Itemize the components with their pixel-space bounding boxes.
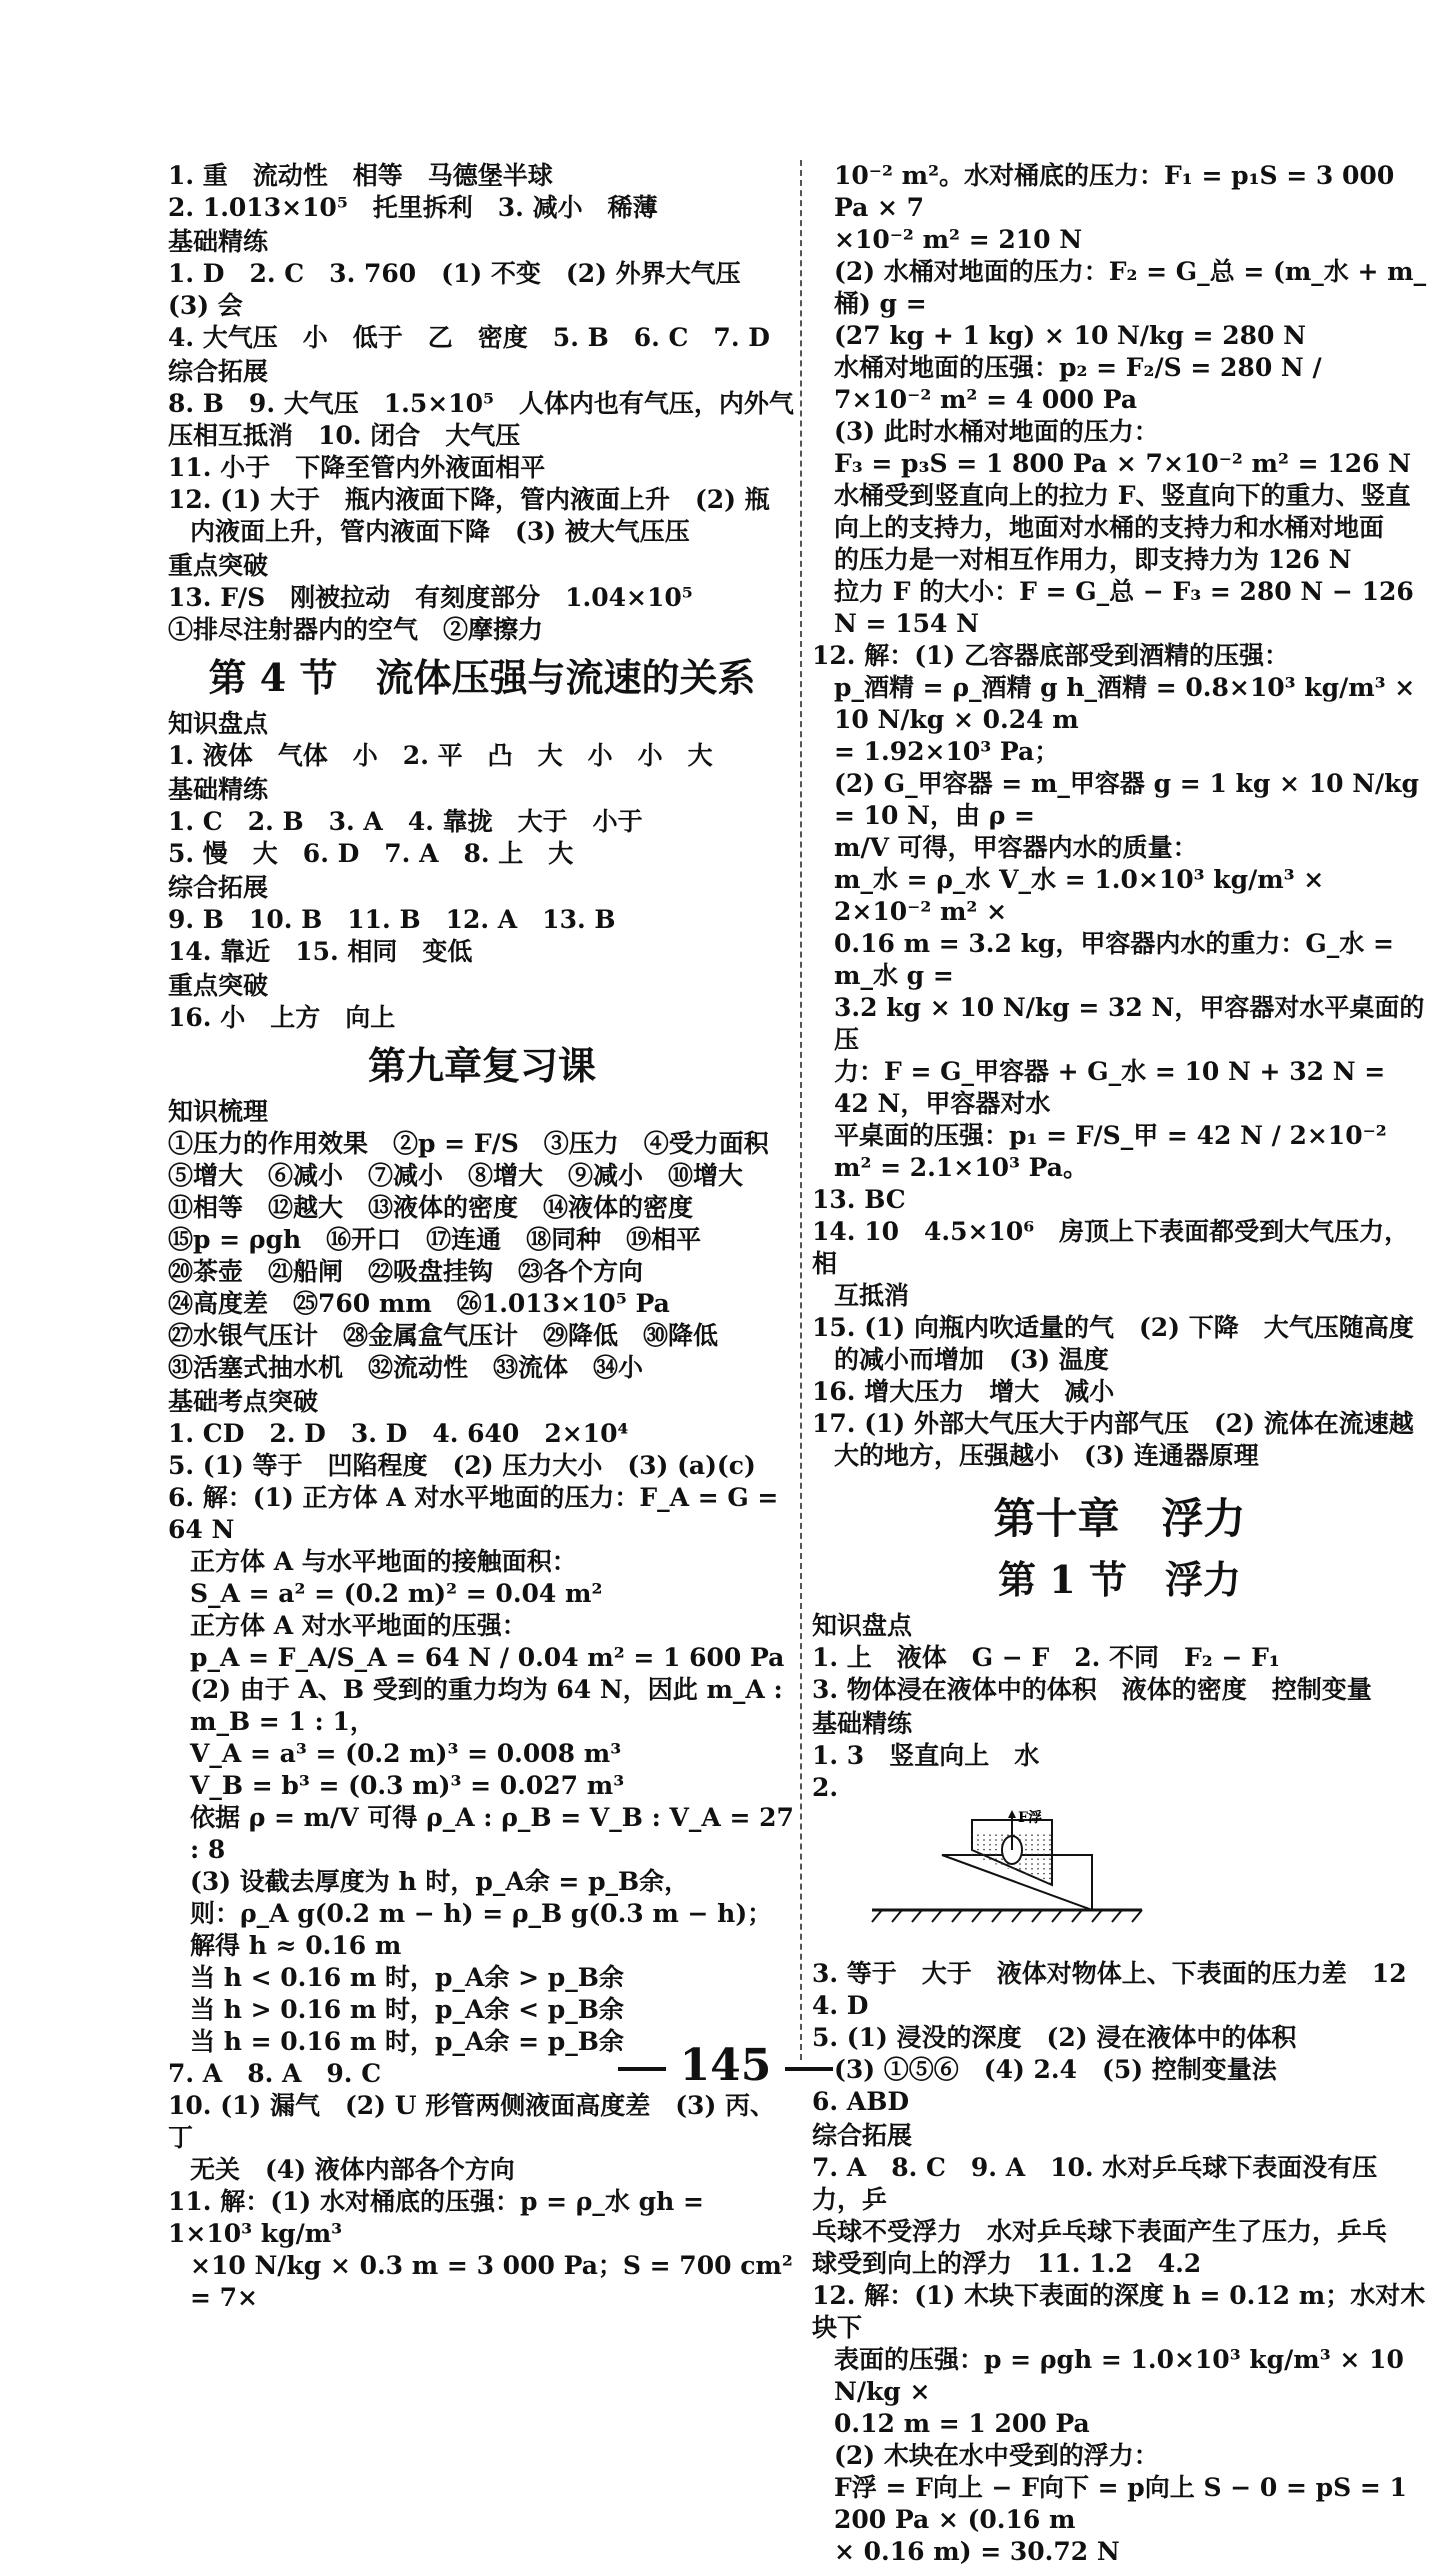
page-number — [0, 2040, 1451, 2091]
answer-line: 的减小而增加 (3) 温度 — [834, 1345, 1109, 1374]
section-subheading: 重点突破 — [168, 971, 269, 1000]
answer-line: 1. 上 液体 G − F 2. 不同 F₂ − F₁ — [812, 1643, 1280, 1672]
page-number-dash-right — [785, 2067, 833, 2071]
answer-line: S_A = a² = (0.2 m)² = 0.04 m² — [190, 1579, 603, 1608]
answer-line: V_A = a³ = (0.2 m)³ = 0.008 m³ — [190, 1739, 622, 1768]
column-divider — [800, 160, 805, 2060]
answer-line: 则：ρ_A g(0.2 m − h) = ρ_B g(0.3 m − h)；解得 h ≈ 0.16 m — [190, 1899, 773, 1960]
answer-line: (3) 设截去厚度为 h 时，p_A余 = p_B余， — [190, 1867, 690, 1896]
page-number-value: 145 — [679, 2040, 772, 2091]
answer-line: (2) 水桶对地面的压力：F₂ = G_总 = (m_水 + m_桶) g = — [834, 257, 1427, 318]
answer-line: ⑮p = ρgh ⑯开口 ⑰连通 ⑱同种 ⑲相平 — [168, 1225, 702, 1254]
answer-line: ㉗水银气压计 ㉘金属盒气压计 ㉙降低 ㉚降低 — [168, 1321, 719, 1350]
answer-line: ×10 N/kg × 0.3 m = 3 000 Pa；S = 700 cm² = 7× — [190, 2251, 802, 2312]
answer-line: m_水 = ρ_水 V_水 = 1.0×10³ kg/m³ × 2×10⁻² m² × — [834, 865, 1333, 926]
answer-line: 向上的支持力，地面对水桶的支持力和水桶对地面 — [834, 513, 1385, 542]
section-subheading: 知识盘点 — [168, 709, 269, 738]
answer-line: 5. 慢 大 6. D 7. A 8. 上 大 — [168, 839, 574, 868]
answer-line: p_酒精 = ρ_酒精 g h_酒精 = 0.8×10³ kg/m³ × 10 N/kg × 0.24 m — [834, 673, 1424, 734]
chapter-title: 第十章 浮力 — [993, 1494, 1246, 1543]
answer-line: 平桌面的压强：p₁ = F/S_甲 = 42 N / 2×10⁻² m² = 2.1×10³ Pa。 — [834, 1121, 1396, 1182]
answer-line: 当 h > 0.16 m 时，p_A余 < p_B余 — [190, 1995, 624, 2024]
answer-line: 13. F/S 刚被拉动 有刻度部分 1.04×10⁵ — [168, 583, 693, 612]
answer-line: 4. D — [812, 1991, 869, 2020]
answer-line: (27 kg + 1 kg) × 10 N/kg = 280 N — [834, 321, 1306, 350]
answer-line: ㉛活塞式抽水机 ㉜流动性 ㉝流体 ㉞小 — [168, 1353, 644, 1382]
answer-line: 1. 重 流动性 相等 马德堡半球 — [168, 161, 553, 190]
answer-line: 6. 解：(1) 正方体 A 对水平地面的压力：F_A = G = 64 N — [168, 1483, 788, 1544]
answer-line: ⑪相等 ⑫越大 ⑬液体的密度 ⑭液体的密度 — [168, 1193, 694, 1222]
answer-line: (2) 由于 A、B 受到的重力均为 64 N，因此 m_A : m_B = 1 : 1， — [190, 1675, 792, 1736]
section-subheading: 综合拓展 — [168, 873, 269, 902]
answer-line: 2. 1.013×10⁵ 托里拆利 3. 减小 稀薄 — [168, 193, 658, 222]
answer-line: m/V 可得，甲容器内水的质量： — [834, 833, 1198, 862]
answer-line: 14. 靠近 15. 相同 变低 — [168, 937, 473, 966]
answer-line: F浮 = F向上 − F向下 = p向上 S − 0 = pS = 1 200 Pa × (0.16 m — [834, 2473, 1416, 2534]
answer-line: ①压力的作用效果 ②p = F/S ③压力 ④受力面积 — [168, 1129, 769, 1158]
answer-line: 10⁻² m²。水对桶底的压力：F₁ = p₁S = 3 000 Pa × 7 — [834, 161, 1403, 222]
answer-line: 15. (1) 向瓶内吹适量的气 (2) 下降 大气压随高度 — [812, 1313, 1414, 1342]
answer-line: 3. 物体浸在液体中的体积 液体的密度 控制变量 — [812, 1675, 1372, 1704]
answer-line: 12. 解：(1) 木块下表面的深度 h = 0.12 m；水对木块下 — [812, 2281, 1426, 2342]
answer-line: (2) 木块在水中受到的浮力： — [834, 2441, 1159, 2470]
answer-line: 球受到向上的浮力 11. 1.2 4.2 — [812, 2249, 1202, 2278]
section-subheading: 基础精练 — [168, 775, 269, 804]
answer-line: 6. ABD — [812, 2087, 910, 2116]
page-number-dash-left — [618, 2067, 666, 2071]
answer-line: 1. CD 2. D 3. D 4. 640 2×10⁴ — [168, 1419, 629, 1448]
answer-line: ⑳茶壶 ㉑船闸 ㉒吸盘挂钩 ㉓各个方向 — [168, 1257, 644, 1286]
answer-line: 的压力是一对相互作用力，即支持力为 126 N — [834, 545, 1352, 574]
section-subheading: 知识盘点 — [812, 1611, 913, 1640]
section-subheading: 知识梳理 — [168, 1097, 269, 1126]
answer-line: 1. D 2. C 3. 760 (1) 不变 (2) 外界大气压 (3) 会 — [168, 259, 766, 320]
section-title: 第 1 节 浮力 — [998, 1557, 1241, 1602]
answer-line: ㉔高度差 ㉕760 mm ㉖1.013×10⁵ Pa — [168, 1289, 670, 1318]
answer-line: 1. C 2. B 3. A 4. 靠拢 大于 小于 — [168, 807, 643, 836]
answer-line: 2. — [812, 1773, 839, 1802]
answer-line: 11. 小于 下降至管内外液面相平 — [168, 453, 546, 482]
incline-container-figure — [862, 1810, 1222, 1950]
answer-line: 16. 增大压力 增大 减小 — [812, 1377, 1115, 1406]
section-subheading: 基础精练 — [812, 1709, 913, 1738]
answer-line: 依据 ρ = m/V 可得 ρ_A : ρ_B = V_B : V_A = 27 : 8 — [190, 1803, 803, 1864]
answer-line: 0.12 m = 1 200 Pa — [834, 2409, 1090, 2438]
answer-line: 14. 10 4.5×10⁶ 房顶上下表面都受到大气压力，相 — [812, 1217, 1410, 1278]
answer-line: 8. B 9. 大气压 1.5×10⁵ 人体内也有气压，内外气 — [168, 389, 794, 418]
right-column — [812, 160, 1427, 2568]
answer-line: 7. A 8. A 9. C — [168, 2059, 382, 2088]
answer-line: 12. 解：(1) 乙容器底部受到酒精的压强： — [812, 641, 1289, 670]
answer-line: (3) ①⑤⑥ (4) 2.4 (5) 控制变量法 — [834, 2055, 1277, 2084]
answer-line: (3) 此时水桶对地面的压力： — [834, 417, 1159, 446]
answer-line: 拉力 F 的大小：F = G_总 − F₃ = 280 N − 126 N = 154 N — [834, 577, 1423, 638]
section-subheading: 综合拓展 — [168, 357, 269, 386]
answer-line: 13. BC — [812, 1185, 906, 1214]
left-column — [168, 160, 803, 2314]
answer-line: 正方体 A 对水平地面的压强： — [190, 1611, 527, 1640]
answer-line: ⑤增大 ⑥减小 ⑦减小 ⑧增大 ⑨减小 ⑩增大 — [168, 1161, 744, 1190]
section-title: 第九章复习课 — [367, 1043, 596, 1088]
answer-line: 内液面上升，管内液面下降 (3) 被大气压压 — [190, 517, 690, 546]
section-subheading: 基础精练 — [168, 227, 269, 256]
answer-line: 3. 等于 大于 液体对物体上、下表面的压力差 12 — [812, 1959, 1407, 1988]
answer-line: F₃ = p₃S = 1 800 Pa × 7×10⁻² m² = 126 N — [834, 449, 1412, 478]
answer-line: 4. 大气压 小 低于 乙 密度 5. B 6. C 7. D — [168, 323, 770, 352]
answer-line: 互抵消 — [834, 1281, 910, 1310]
answer-line: ①排尽注射器内的空气 ②摩擦力 — [168, 615, 544, 644]
answer-line: 乓球不受浮力 水对乒乓球下表面产生了压力，乒乓 — [812, 2217, 1388, 2246]
answer-line: 11. 解：(1) 水对桶底的压强：p = ρ_水 gh = 1×10³ kg/m³ — [168, 2187, 713, 2248]
answer-line: 0.16 m = 3.2 kg，甲容器内水的重力：G_水 = m_水 g = — [834, 929, 1403, 990]
answer-line: 5. (1) 浸没的深度 (2) 浸在液体中的体积 — [812, 2023, 1297, 2052]
answer-line: 10. (1) 漏气 (2) U 形管两侧液面高度差 (3) 丙、丁 — [168, 2091, 775, 2152]
answer-line: 5. (1) 等于 凹陷程度 (2) 压力大小 (3) (a)(c) — [168, 1451, 756, 1480]
answer-line: 压相互抵消 10. 闭合 大气压 — [168, 421, 521, 450]
answer-line: 7. A 8. C 9. A 10. 水对乒乓球下表面没有压力，乒 — [812, 2153, 1378, 2214]
answer-line: 正方体 A 与水平地面的接触面积： — [190, 1547, 577, 1576]
answer-line: 水桶对地面的压强：p₂ = F₂/S = 280 N / 7×10⁻² m² = 4 000 Pa — [834, 353, 1331, 414]
answer-line: 1. 3 竖直向上 水 — [812, 1741, 1040, 1770]
answer-line: 无关 (4) 液体内部各个方向 — [190, 2155, 515, 2184]
answer-line: × 0.16 m) = 30.72 N — [834, 2537, 1120, 2566]
answer-line: V_B = b³ = (0.3 m)³ = 0.027 m³ — [190, 1771, 625, 1800]
section-subheading: 基础考点突破 — [168, 1387, 319, 1416]
section-subheading: 综合拓展 — [812, 2121, 913, 2150]
answer-line: 3.2 kg × 10 N/kg = 32 N，甲容器对水平桌面的压 — [834, 993, 1425, 1054]
answer-line: 表面的压强：p = ρgh = 1.0×10³ kg/m³ × 10 N/kg × — [834, 2345, 1413, 2406]
answer-line: = 1.92×10³ Pa； — [834, 737, 1060, 766]
section-subheading: 重点突破 — [168, 551, 269, 580]
answer-line: 1. 液体 气体 小 2. 平 凸 大 小 小 大 — [168, 741, 713, 770]
answer-line: 9. B 10. B 11. B 12. A 13. B — [168, 905, 616, 934]
answer-line: ×10⁻² m² = 210 N — [834, 225, 1083, 254]
answer-line: 水桶受到竖直向上的拉力 F、竖直向下的重力、竖直 — [834, 481, 1411, 510]
answer-line: 12. (1) 大于 瓶内液面下降，管内液面上升 (2) 瓶 — [168, 485, 770, 514]
answer-line: (2) G_甲容器 = m_甲容器 g = 1 kg × 10 N/kg = 10 N，由 ρ = — [834, 769, 1428, 830]
answer-line: 力：F = G_甲容器 + G_水 = 10 N + 32 N = 42 N，甲容器对水 — [834, 1057, 1394, 1118]
buoyancy-diagram — [812, 1810, 1427, 1950]
answer-line: 当 h < 0.16 m 时，p_A余 > p_B余 — [190, 1963, 624, 1992]
answer-line: 16. 小 上方 向上 — [168, 1003, 396, 1032]
answer-line: p_A = F_A/S_A = 64 N / 0.04 m² = 1 600 Pa — [190, 1643, 785, 1672]
section-title: 第 4 节 流体压强与流速的关系 — [208, 655, 756, 700]
answer-line: 17. (1) 外部大气压大于内部气压 (2) 流体在流速越 — [812, 1409, 1414, 1438]
buoyant-force-label: F浮 — [1018, 1810, 1042, 1826]
answer-line: 当 h = 0.16 m 时，p_A余 = p_B余 — [190, 2027, 624, 2056]
answer-line: 大的地方，压强越小 (3) 连通器原理 — [834, 1441, 1259, 1470]
